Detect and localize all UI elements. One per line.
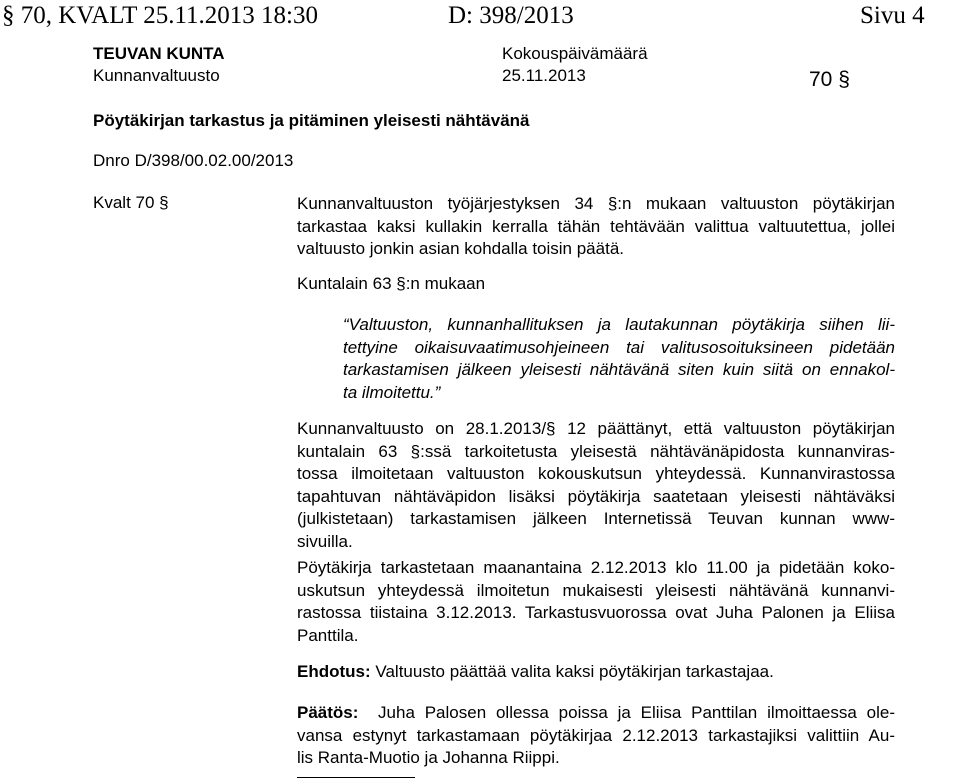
signature-divider [297,777,415,778]
decision-line [297,702,895,725]
page-title: Pöytäkirjan tarkastus ja pitäminen yleisesti nähtävänä [93,111,530,130]
meeting-date-label: Kokouspäivämäärä [502,44,648,63]
body-name: Kunnanvaltuusto [93,66,220,85]
meeting-date: 25.11.2013 [502,66,586,85]
text-line: tarkastaa kaksi kullakin kerralla tähän tehtävään valittua valtuutettua, jollei [297,216,895,236]
text-line: kuntalain 63 §:ssä tarkoitetusta yleisestä nähtävänäpidosta kunnanviras- [297,441,895,461]
text-line: valtuusto jonkin asian kohdalla toisin päätä. [297,239,624,258]
decision [297,702,895,770]
text-line: (julkistetaan) tarkastamisen jälkeen Internetissä Teuvan kunnan www- [297,509,895,528]
proposal-text: Valtuusto päättää valita kaksi pöytäkirjan tarkastajaa. [370,662,774,681]
text-line: Kunnanvaltuuston työjärjestyksen 34 §:n mukaan valtuuston pöytäkirjan [297,194,895,213]
paragraph-decision-history [297,418,895,553]
decision-label: Päätös: [297,703,359,722]
law-quote [343,314,895,404]
text-line: Panttila. [297,625,359,645]
text-line: sivuilla. [297,531,353,551]
decision-text: Juha Palosen ollessa poissa ja Eliisa Panttilan ilmoittaessa ole- [358,703,895,722]
quote-line: “Valtuuston, kunnanhallituksen ja lautakunnan pöytäkirja siihen lii- [343,315,895,334]
proposal [297,661,774,684]
header-page-number: Sivu 4 [860,2,925,29]
text-line: rastossa tiistaina 3.12.2013. Tarkastusvuorossa ovat Juha Palonen ja Eliisa [297,603,895,622]
text-line: Kunnanvaltuusto on 28.1.2013/§ 12 päättänyt, että valtuuston pöytäkirjan [297,419,895,438]
decision-line: vansa estynyt tarkastamaan pöytäkirjaa 2.12.2013 tarkastajiksi valittiin Au- [297,725,895,745]
kvalt-label: Kvalt 70 § [93,193,169,212]
municipality-name: TEUVAN KUNTA [93,44,225,63]
paragraph-rules [297,193,895,261]
header-document-id: D: 398/2013 [448,2,574,29]
paragraph-law-ref: Kuntalain 63 §:n mukaan [297,274,486,293]
decision-line: lis Ranta-Muotio ja Johanna Riippi. [297,748,560,767]
text-line: Pöytäkirja tarkastetaan maanantaina 2.12.2013 klo 11.00 ja pidetään koko- [297,558,895,577]
quote-line: ta ilmoitettu.” [343,382,441,402]
quote-line: tettyine oikaisuvaatimusohjeineen tai valitusosoituksineen pidetään [343,337,895,357]
section-number: 70 § [809,68,850,91]
paragraph-inspection [297,557,895,647]
dnro: Dnro D/398/00.02.00/2013 [93,151,294,170]
text-line: tapahtuvan nähtäväpidon lisäksi pöytäkirja saatetaan yleisesti nähtäväksi [297,486,895,506]
proposal-label: Ehdotus: [297,662,371,681]
header-section-date: § 70, KVALT 25.11.2013 18:30 [2,2,319,29]
text-line: tossa ilmoitetaan valtuuston kokouskutsun yhteydessä. Kunnanvirastossa [297,464,895,483]
quote-line: tarkastamisen jälkeen yleisesti nähtävänä siten kuin siitä on ennakol- [343,360,895,379]
text-line: uskutsun yhteydessä ilmoitetun mukaisesti yleisesti nähtävänä kunnanvi- [297,580,895,600]
